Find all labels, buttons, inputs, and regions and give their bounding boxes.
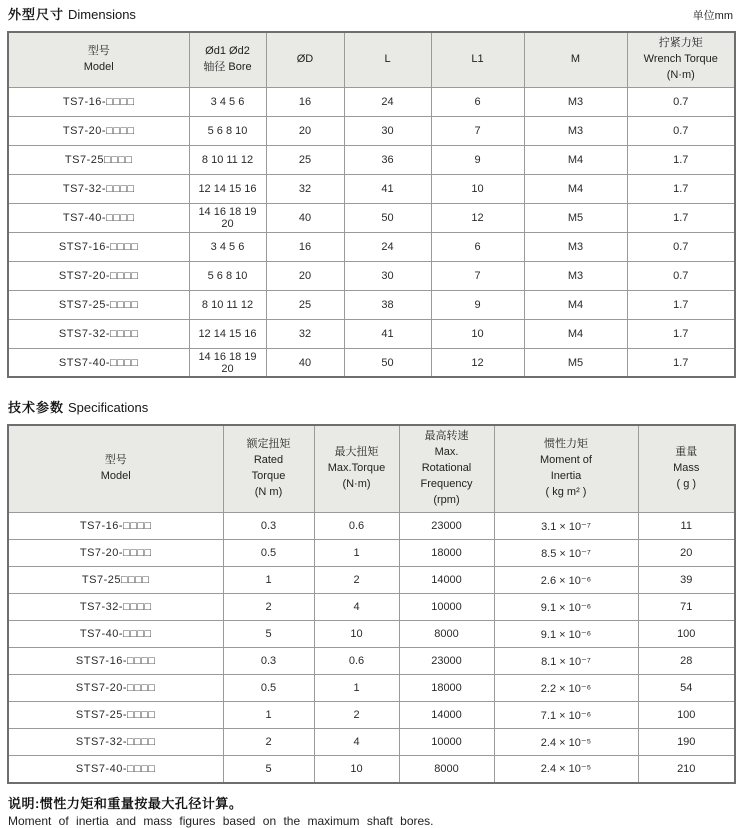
cell: 6	[431, 87, 524, 116]
cell: 8.5 × 10⁻⁷	[494, 540, 638, 567]
cell-model: STS7-25-□□□□	[8, 702, 223, 729]
cell: 36	[344, 145, 431, 174]
dimensions-title-row	[8, 4, 733, 23]
cell: 2	[314, 702, 399, 729]
header-line-zh: 拧紧力矩	[658, 37, 703, 49]
cell: 8 10 11 12	[189, 145, 266, 174]
cell: 24	[344, 232, 431, 261]
cell: 8.1 × 10⁻⁷	[494, 648, 638, 675]
cell: 2.4 × 10⁻⁵	[494, 729, 638, 756]
cell: 12	[431, 348, 524, 377]
cell: 8 10 11 12	[189, 290, 266, 319]
table-row	[8, 567, 735, 594]
cell: 14000	[399, 702, 494, 729]
header-line-zh: 最大扭矩	[334, 446, 379, 459]
cell: 9	[431, 145, 524, 174]
header-line-unit: ( kg m² )	[545, 486, 587, 499]
cell: 12 14 15 16	[189, 319, 266, 348]
dim-header-od: ØD	[266, 32, 344, 87]
spec-header-rated-torque	[223, 425, 314, 512]
cell-model: TS7-40-□□□□	[8, 203, 189, 232]
cell: 24	[344, 87, 431, 116]
cell: M3	[524, 261, 627, 290]
cell: 2	[223, 729, 314, 756]
cell: 25	[266, 290, 344, 319]
cell: 23000	[399, 648, 494, 675]
cell: 38	[344, 290, 431, 319]
cell: 7	[431, 261, 524, 290]
header-line-en: Torque	[251, 470, 286, 483]
cell: 100	[638, 621, 735, 648]
cell: 2.4 × 10⁻⁵	[494, 756, 638, 783]
cell: 28	[638, 648, 735, 675]
header-line-unit: ( g )	[676, 478, 697, 491]
cell-model: TS7-16-□□□□	[8, 87, 189, 116]
cell: 5	[223, 756, 314, 783]
spec-header-mass	[638, 425, 735, 512]
cell: 0.3	[223, 648, 314, 675]
cell: 100	[638, 702, 735, 729]
dimensions-title-zh: 外型尺寸	[8, 7, 65, 22]
cell: 20	[266, 261, 344, 290]
cell: 11	[638, 513, 735, 540]
cell: 50	[344, 348, 431, 377]
spec-header-inertia	[494, 425, 638, 512]
table-row	[8, 116, 735, 145]
header-line-unit: (N m)	[254, 486, 283, 499]
header-line-zh: 最高转速	[424, 430, 469, 443]
cell-model: STS7-20-□□□□	[8, 261, 189, 290]
cell: 54	[638, 675, 735, 702]
cell: 1.7	[627, 145, 735, 174]
cell: 18000	[399, 675, 494, 702]
cell-model: STS7-16-□□□□	[8, 232, 189, 261]
table-row	[8, 594, 735, 621]
table-row	[8, 290, 735, 319]
cell: 1.7	[627, 319, 735, 348]
cell: 9	[431, 290, 524, 319]
cell: 5	[223, 621, 314, 648]
specifications-table	[7, 424, 736, 783]
cell-model: TS7-25□□□□	[8, 145, 189, 174]
cell: 2	[314, 567, 399, 594]
cell: 1.7	[627, 290, 735, 319]
cell-model: TS7-32-□□□□	[8, 174, 189, 203]
cell: 0.3	[223, 513, 314, 540]
header-line-en: Moment of	[540, 454, 592, 467]
cell-model: STS7-32-□□□□	[8, 319, 189, 348]
cell: 0.6	[314, 648, 399, 675]
specifications-title-row	[8, 397, 733, 416]
cell-model: TS7-40-□□□□	[8, 621, 223, 648]
header-line-en: Rotational	[421, 462, 472, 475]
cell: 9.1 × 10⁻⁶	[494, 594, 638, 621]
cell: 5 6 8 10	[189, 116, 266, 145]
cell: 0.7	[627, 87, 735, 116]
cell: 39	[638, 567, 735, 594]
cell: 1	[223, 702, 314, 729]
header-line-en: Mass	[673, 462, 700, 475]
cell: 12 14 15 16	[189, 174, 266, 203]
cell: 71	[638, 594, 735, 621]
header-line-zh: 型号	[87, 44, 110, 57]
cell: 20	[638, 540, 735, 567]
cell: 5 6 8 10	[189, 261, 266, 290]
cell: 4	[314, 729, 399, 756]
table-row	[8, 540, 735, 567]
table-row	[8, 729, 735, 756]
header-line-en: Frequency	[420, 478, 473, 491]
cell: 210	[638, 756, 735, 783]
cell: 25	[266, 145, 344, 174]
cell: 0.6	[314, 513, 399, 540]
cell-model: TS7-20-□□□□	[8, 116, 189, 145]
cell-model: STS7-40-□□□□	[8, 348, 189, 377]
cell: 14 16 18 19 20	[189, 348, 266, 377]
cell: 10	[431, 319, 524, 348]
cell: 32	[266, 174, 344, 203]
table-row	[8, 203, 735, 232]
cell: 8000	[399, 756, 494, 783]
cell: 0.7	[627, 116, 735, 145]
cell: 16	[266, 232, 344, 261]
cell: 1	[314, 540, 399, 567]
dim-header-l: L	[344, 32, 431, 87]
cell: 2	[223, 594, 314, 621]
cell: 32	[266, 319, 344, 348]
header-line-en: Max.Torque	[327, 462, 386, 475]
cell: 10	[314, 621, 399, 648]
header-line-unit: (rpm)	[433, 494, 460, 507]
table-row	[8, 348, 735, 377]
cell: 0.7	[627, 261, 735, 290]
specifications-section-title	[8, 397, 148, 416]
header-line: Ød1 Ød2	[205, 44, 250, 57]
cell-model: STS7-16-□□□□	[8, 648, 223, 675]
table-row	[8, 319, 735, 348]
table-row	[8, 648, 735, 675]
cell: 10000	[399, 594, 494, 621]
cell: 30	[344, 116, 431, 145]
dimensions-section-title	[8, 4, 136, 23]
cell-model: STS7-25-□□□□	[8, 290, 189, 319]
cell: M4	[524, 290, 627, 319]
cell: 14000	[399, 567, 494, 594]
cell: 0.5	[223, 675, 314, 702]
cell: M3	[524, 232, 627, 261]
cell-model: TS7-20-□□□□	[8, 540, 223, 567]
cell: 10	[431, 174, 524, 203]
dim-header-model	[8, 32, 189, 87]
cell: 0.5	[223, 540, 314, 567]
cell: M4	[524, 145, 627, 174]
cell: 3 4 5 6	[189, 87, 266, 116]
dimensions-title-en: Dimensions	[68, 7, 136, 22]
table-row	[8, 675, 735, 702]
spec-header-max-torque	[314, 425, 399, 512]
cell: M5	[524, 348, 627, 377]
cell: M5	[524, 203, 627, 232]
cell: 10000	[399, 729, 494, 756]
header-line-en: Inertia	[550, 470, 582, 483]
specifications-title-zh: 技术参数	[8, 400, 65, 416]
header-line-unit: (N·m)	[342, 478, 371, 491]
cell: 1	[223, 567, 314, 594]
cell: 40	[266, 203, 344, 232]
header-line-en: Model	[83, 60, 114, 73]
cell: M3	[524, 87, 627, 116]
cell: 41	[344, 319, 431, 348]
cell: 1.7	[627, 203, 735, 232]
cell: 50	[344, 203, 431, 232]
header-line-zh: 惯性力矩	[544, 438, 588, 451]
cell: 12	[431, 203, 524, 232]
table-row	[8, 756, 735, 783]
dim-header-bore	[189, 32, 266, 87]
cell: 30	[344, 261, 431, 290]
cell: 10	[314, 756, 399, 783]
cell: 20	[266, 116, 344, 145]
cell: 14 16 18 19 20	[189, 203, 266, 232]
cell: 7	[431, 116, 524, 145]
header-line-en: Rated	[253, 454, 284, 467]
dim-header-wrench-torque	[627, 32, 735, 87]
specifications-title-en: Specifications	[68, 400, 149, 416]
cell: M3	[524, 116, 627, 145]
specifications-header-row	[8, 425, 735, 512]
table-row	[8, 87, 735, 116]
table-row	[8, 145, 735, 174]
table-row	[8, 174, 735, 203]
header-line: 轴径 Bore	[203, 60, 252, 73]
note-zh: 说明:惯性力矩和重量按最大孔径计算。	[8, 795, 243, 811]
table-row	[8, 513, 735, 540]
table-row	[8, 232, 735, 261]
footnotes	[8, 793, 733, 828]
header-line-zh: 额定扭矩	[246, 438, 291, 451]
dimensions-header-row	[8, 32, 735, 87]
cell: 2.2 × 10⁻⁶	[494, 675, 638, 702]
cell: 9.1 × 10⁻⁶	[494, 621, 638, 648]
cell: 1.7	[627, 348, 735, 377]
cell: 7.1 × 10⁻⁶	[494, 702, 638, 729]
note-en: Moment of inertia and mass figures based on the maximum shaft bores.	[8, 813, 434, 828]
table-row	[8, 621, 735, 648]
cell: 23000	[399, 513, 494, 540]
cell: 8000	[399, 621, 494, 648]
header-line-zh: 型号	[104, 454, 127, 467]
header-line-zh: 重量	[675, 446, 698, 459]
dimensions-table	[7, 31, 736, 378]
cell: 41	[344, 174, 431, 203]
cell: 40	[266, 348, 344, 377]
cell: 3.1 × 10⁻⁷	[494, 513, 638, 540]
table-row	[8, 261, 735, 290]
cell: 3 4 5 6	[189, 232, 266, 261]
cell: M4	[524, 174, 627, 203]
cell: 0.7	[627, 232, 735, 261]
cell-model: TS7-32-□□□□	[8, 594, 223, 621]
cell: 2.6 × 10⁻⁶	[494, 567, 638, 594]
cell-model: STS7-32-□□□□	[8, 729, 223, 756]
cell: 6	[431, 232, 524, 261]
dim-header-m: M	[524, 32, 627, 87]
dim-header-l1: L1	[431, 32, 524, 87]
header-line-unit: (N·m)	[666, 68, 695, 81]
cell: 4	[314, 594, 399, 621]
table-row	[8, 702, 735, 729]
cell-model: STS7-20-□□□□	[8, 675, 223, 702]
spec-header-model	[8, 425, 223, 512]
spec-header-max-speed	[399, 425, 494, 512]
unit-label: 单位mm	[692, 10, 733, 22]
cell: 16	[266, 87, 344, 116]
cell: 190	[638, 729, 735, 756]
cell-model: STS7-40-□□□□	[8, 756, 223, 783]
cell: 1.7	[627, 174, 735, 203]
cell-model: TS7-16-□□□□	[8, 513, 223, 540]
cell: 18000	[399, 540, 494, 567]
header-line-en: Model	[100, 470, 131, 483]
cell: M4	[524, 319, 627, 348]
header-line-en: Wrench Torque	[643, 52, 718, 65]
header-line-en: Max.	[434, 446, 459, 459]
cell-model: TS7-25□□□□	[8, 567, 223, 594]
cell: 1	[314, 675, 399, 702]
